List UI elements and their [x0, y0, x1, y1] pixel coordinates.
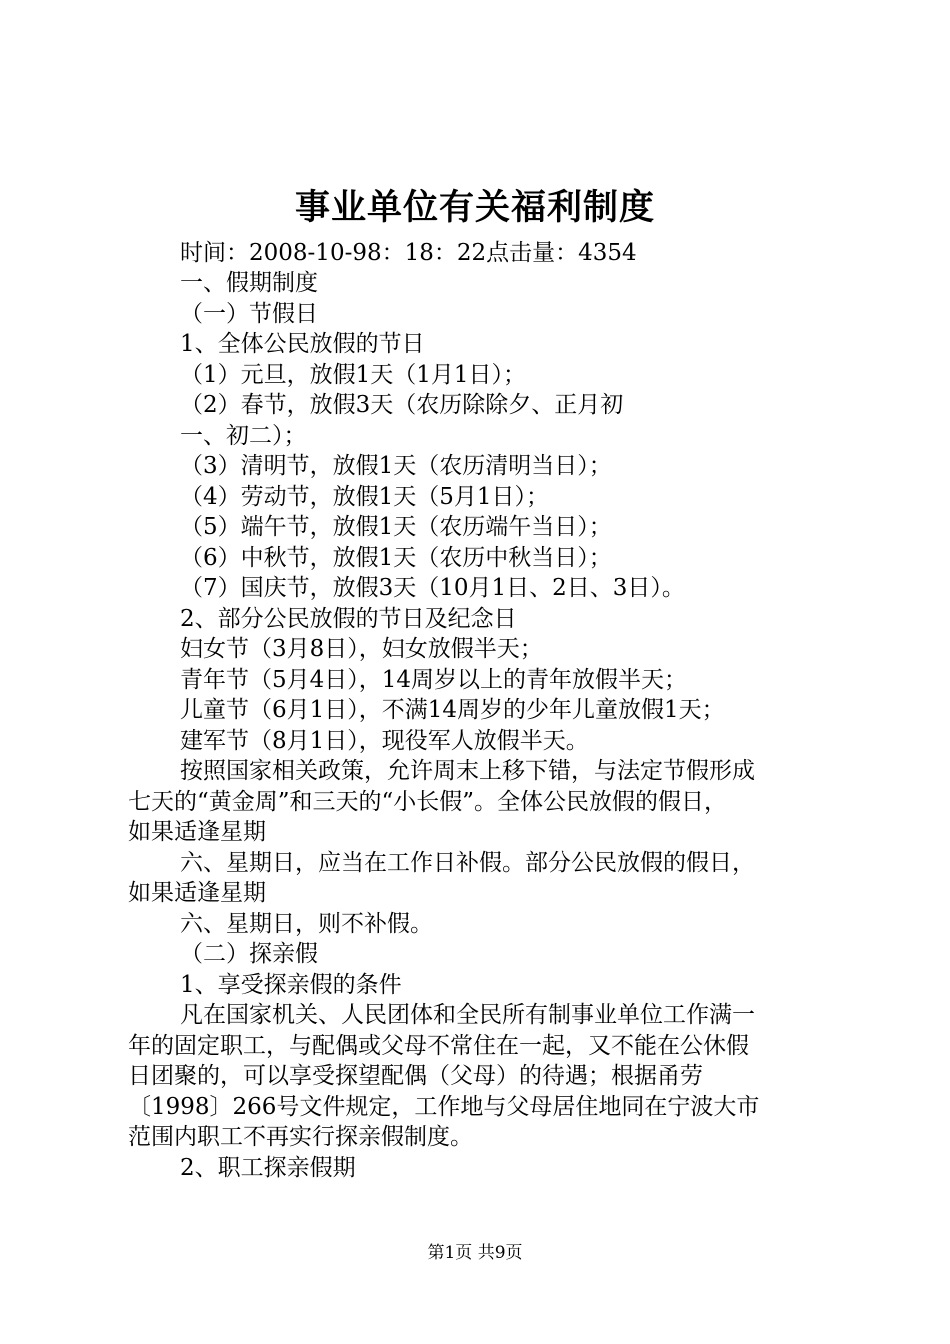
- paragraph-line: 六、星期日，则不补假。: [180, 911, 433, 937]
- list-item: 妇女节（3月8日），妇女放假半天；: [180, 636, 543, 662]
- paragraph-line: 如果适逢星期: [128, 819, 266, 845]
- paragraph-line: 年的固定职工，与配偶或父母不常住在一起，又不能在公休假: [128, 1033, 749, 1059]
- list-heading: 1、享受探亲假的条件: [180, 972, 402, 998]
- list-item: （3）清明节，放假1天（农历清明当日）；: [180, 453, 612, 479]
- list-item: （7）国庆节，放假3天（10月1日、2日、3日）。: [180, 575, 685, 601]
- list-item: （2）春节，放假3天（农历除除夕、正月初: [180, 392, 624, 418]
- paragraph-line: 日团聚的，可以享受探望配偶（父母）的待遇；根据甬劳: [128, 1063, 703, 1089]
- list-heading: 2、职工探亲假期: [180, 1155, 356, 1181]
- list-item: 建军节（8月1日），现役军人放假半天。: [180, 728, 589, 754]
- section-heading: 一、假期制度: [180, 270, 318, 296]
- paragraph-line: 如果适逢星期: [128, 880, 266, 906]
- subsection-heading: （二）探亲假: [180, 941, 318, 967]
- paragraph-line: 七天的“黄金周”和三天的“小长假”。全体公民放假的假日，: [128, 789, 728, 815]
- list-heading: 2、部分公民放假的节日及纪念日: [180, 606, 517, 632]
- paragraph-line: 范围内职工不再实行探亲假制度。: [128, 1124, 473, 1150]
- list-item: （6）中秋节，放假1天（农历中秋当日）；: [180, 545, 612, 571]
- list-item: （5）端午节，放假1天（农历端午当日）；: [180, 514, 612, 540]
- page-number: 第1页 共9页: [427, 1243, 523, 1263]
- paragraph-line: 按照国家相关政策，允许周末上移下错，与法定节假形成: [180, 758, 755, 784]
- list-heading: 1、全体公民放假的节日: [180, 331, 425, 357]
- paragraph-line: 〔1998〕266号文件规定，工作地与父母居住地同在宁波大市: [128, 1094, 760, 1120]
- list-item-continuation: 一、初二）；: [180, 423, 307, 449]
- document-title: 事业单位有关福利制度: [294, 187, 655, 228]
- meta-line: 时间：2008-10-98：18：22点击量：4354: [180, 240, 637, 266]
- list-item: （1）元旦，放假1天（1月1日）；: [180, 362, 527, 388]
- list-item: （4）劳动节，放假1天（5月1日）；: [180, 484, 550, 510]
- paragraph-line: 六、星期日，应当在工作日补假。部分公民放假的假日，: [180, 850, 755, 876]
- list-item: 青年节（5月4日），14周岁以上的青年放假半天；: [180, 667, 688, 693]
- paragraph-line: 凡在国家机关、人民团体和全民所有制事业单位工作满一: [180, 1002, 755, 1028]
- list-item: 儿童节（6月1日），不满14周岁的少年儿童放假1天；: [180, 697, 725, 723]
- subsection-heading: （一）节假日: [180, 301, 318, 327]
